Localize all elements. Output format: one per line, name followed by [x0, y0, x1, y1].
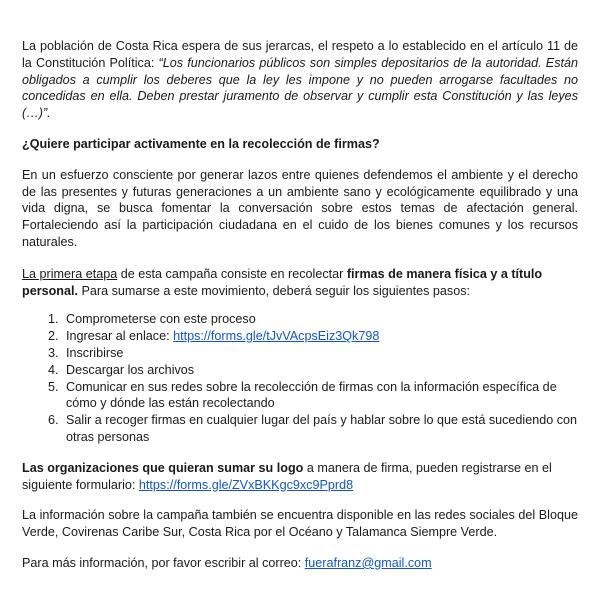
organizations-form-link[interactable]: https://forms.gle/ZVxBKKgc9xc9Pprd8: [138, 477, 354, 492]
contact-text: Para más información, por favor escribir al correo:: [22, 555, 305, 570]
list-item: [62, 379, 578, 413]
step-text: Descargar los archivos: [66, 362, 195, 377]
list-item: [62, 412, 578, 446]
step-text: Ingresar al enlace:: [66, 329, 174, 344]
social-networks-paragraph: La información sobre la campaña también se encuentra disponible en las redes sociales del Bloque Verde, Covirenas Caribe Sur, Costa Rica por el Océano y Talamanca Siempre Verde.: [22, 508, 578, 540]
contact-email-link[interactable]: fuerafranz@gmail.com: [304, 555, 432, 570]
organizations-paragraph: [22, 460, 578, 494]
first-stage-bold: firmas de manera física y a título personal.: [22, 266, 543, 298]
intro-paragraph: [22, 38, 578, 122]
constitution-quote: “Los funcionarios públicos son simples depositarios de la autoridad. Están obligados a cumplir los deberes que la ley les impone y no pueden arrogarse facultades no concedidas en ella. Deben prestar juramento de observar y cumplir esta Constitución y las leyes (…)”.: [22, 55, 578, 121]
first-stage-label: La primera etapa: [22, 266, 118, 281]
step-text: Salir a recoger firmas en cualquier lugar del país y hablar sobre lo que está sucediendo con otras personas: [66, 413, 578, 444]
first-stage-text-2: Para sumarse a este movimiento, deberá seguir los siguientes pasos:: [78, 283, 471, 298]
list-item: [62, 362, 578, 379]
step-text: Comprometerse con este proceso: [66, 312, 256, 327]
step-text: Comunicar en sus redes sobre la recolección de firmas con la información específica de cómo y dónde las están recolectando: [66, 379, 557, 411]
list-item: [62, 345, 578, 362]
step-text: Inscribirse: [66, 345, 124, 360]
steps-list: [22, 311, 578, 445]
first-stage-text: de esta campaña consiste en recolectar: [117, 266, 347, 281]
section-heading: ¿Quiere participar activamente en la recolección de firmas?: [22, 136, 380, 151]
organizations-bold: Las organizaciones que quieran sumar su logo: [22, 460, 304, 475]
organizations-text: a manera de firma, pueden registrarse en el siguiente formulario:: [22, 460, 552, 492]
first-stage-paragraph: [22, 266, 578, 300]
intro-text: La población de Costa Rica espera de sus jerarcas, el respeto a lo establecido en el artículo 11 de la Constitución Política:: [22, 39, 578, 70]
list-item: [62, 311, 578, 328]
contact-paragraph: [22, 555, 578, 572]
effort-paragraph: En un esfuerzo consciente por generar lazos entre quienes defendemos el ambiente y el derecho de las presentes y futuras generaciones a un ambiente sano y ecológicamente equilibrado y una vida digna, se busca fomentar la conversación sobre estos temas de afectación general. Fortaleciendo así la participación ciudadana en el cuido de los bienes comunes y los recursos naturales.: [22, 167, 578, 249]
list-item: [62, 328, 578, 345]
signup-form-link[interactable]: https://forms.gle/tJvVAcpsEiz3Qk798: [173, 329, 380, 344]
